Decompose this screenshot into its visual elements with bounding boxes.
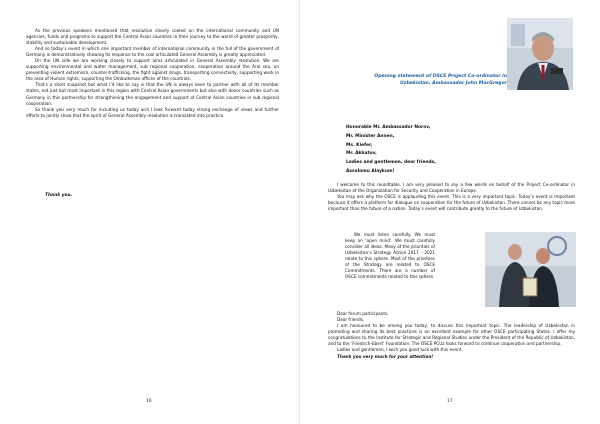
salutation-line: Ladies and gentlemen, dear friends, xyxy=(346,160,436,166)
left-thank-you: Thank you. xyxy=(45,193,73,198)
left-paragraph-1: As the previous speakers mentioned that resolution clearly cooled on the international community and UN agencies, funds and programs to support the Central Asian countries in their journey to the world of greater prosperity, stability and sustainable development. xyxy=(26,28,279,46)
salutation-line: Ms. Kiefer, xyxy=(346,142,373,148)
right-paragraph-side: We must listen carefully. We must keep an ‘open mind’. We must carefully consider all ideas. Many of the priorities of Uzbekistan’s Strategy Action 2017 – 2021 relate to this sphere. Most of the priorities of the Strategy are related to OSCE Commitments. There are a number of OSCE commitments related to this sphere. xyxy=(345,232,435,280)
speaker-portrait-photo xyxy=(507,18,573,90)
closing-line: Dear forum participants, xyxy=(337,311,389,316)
right-closing-text xyxy=(328,311,575,360)
page-number-right: 17 xyxy=(447,399,453,404)
left-paragraph-2: And so today’s event in which one important member of international community in the full of the government of Germany is demonstratively showing its response to the cool articulated General Assembly is greatly appreciated. xyxy=(26,46,279,58)
salutation-line: Mr. Akhatov, xyxy=(346,151,377,157)
salutation-line: Honorable Mr. Ambassador Norov, xyxy=(346,125,431,130)
left-page-body xyxy=(26,28,279,119)
right-paragraph-bottom: I am honoured to be among you today, to discuss this important topic. The leadership of Uzbekistan in promoting and sharing its best practices is an excellent example for other OSCE participating States. I offer my congratulations to the Institute for Strategic and Regional Studies under the President of the Republic of Uzbekistan, and to the ‘Friedrich-Ebert’ Foundation. The OSCE PCUz looks forward to continue cooperation and partnership. xyxy=(328,323,575,347)
right-page xyxy=(300,0,600,424)
right-thank-you: Thank you very much for your attention! xyxy=(337,354,434,360)
left-paragraph-5: So thank you very much for including us today and I look forward today strong exchange of views and further efforts to jointly show that the spirit of General Assembly resolution is translated into practice. xyxy=(26,106,279,118)
right-final-line: Ladies and gentlemen, I wish you good luck with this event. xyxy=(337,347,463,353)
right-intro-text xyxy=(328,182,575,212)
right-paragraph-1: I welcome to this roundtable. I am very pleased to say a few words on behalf of the Project Co-ordinator in Uzbekistan of the Organization for Security and Cooperation in Europe. xyxy=(328,182,575,194)
left-paragraph-4: That’s a short snapshot but what I’d like to say is that the UN is always keen to partner with all of its member states, not just but most important in this region with Central Asian governments but also with donor countries such as Germany in this partnership for strengthening the engagement and support of Central Asian countries in sub regional cooperation. xyxy=(26,82,279,106)
photo-caption: Opening statement of OSCE Project Co-ordinator in Uzbekistan, Ambassador John MacGregor xyxy=(374,74,507,86)
page-number-left: 16 xyxy=(146,399,152,404)
right-paragraph-2: You may ask why the OSCE is applauding this event. This is a very important topic. Today’s event is important because it offers a platform for dialogue on cooperation for the future of Uzbekistan. There cannot be any topic more important than the future of a nation. Today’s event will contribute greatly to the future of Uzbekistan. xyxy=(328,194,575,212)
handshake-photo xyxy=(485,232,576,307)
salutation-line: Mr. Minister Annen, xyxy=(346,133,395,139)
right-side-text xyxy=(345,232,435,280)
salutation-line: Assalomu Alaykum! xyxy=(346,168,395,174)
closing-line: Dear friends, xyxy=(337,317,365,323)
left-paragraph-3: On the UN side we are working closely to support aims articulated in General Assembly resolution. We are supporting environmental and water management, sub regional cooperation, cooperation around the Aral sea, on preventing violent extremism, counter-trafficking, the fight against drugs, transporting connectivity, supporting work in the area of Human rights, supporting the Ombudsman offices of the countries. xyxy=(26,58,279,82)
salutation-list xyxy=(346,124,436,177)
